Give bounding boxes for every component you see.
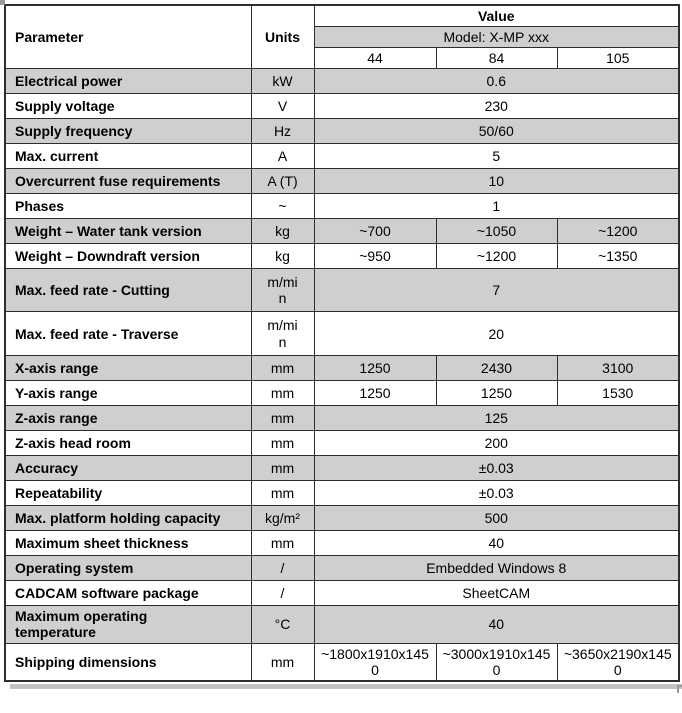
value-cell: 10 [314, 169, 679, 194]
header-model-44: 44 [314, 48, 436, 69]
parameter-cell: Supply voltage [5, 94, 251, 119]
parameter-cell: Maximum sheet thickness [5, 530, 251, 555]
parameter-cell: Electrical power [5, 69, 251, 94]
table-row [5, 355, 679, 380]
units-cell: mm [251, 455, 314, 480]
parameter-cell: Accuracy [5, 455, 251, 480]
parameter-cell: X-axis range [5, 355, 251, 380]
parameter-cell: Max. current [5, 144, 251, 169]
table-row [5, 644, 679, 682]
units-cell: A (T) [251, 169, 314, 194]
parameter-cell: Phases [5, 194, 251, 219]
units-cell: kW [251, 69, 314, 94]
units-cell: / [251, 555, 314, 580]
parameter-cell: Supply frequency [5, 119, 251, 144]
value-cell: ±0.03 [314, 480, 679, 505]
parameter-cell: Z-axis range [5, 405, 251, 430]
units-cell: mm [251, 380, 314, 405]
parameter-cell: Overcurrent fuse requirements [5, 169, 251, 194]
value-cell: ~1200 [436, 244, 557, 269]
value-cell: 1250 [314, 355, 436, 380]
units-cell: V [251, 94, 314, 119]
parameter-cell: Weight – Downdraft version [5, 244, 251, 269]
table-row [5, 580, 679, 605]
table-row [5, 119, 679, 144]
header-model-105: 105 [557, 48, 679, 69]
value-cell: 5 [314, 144, 679, 169]
table-row [5, 455, 679, 480]
units-cell: mm [251, 644, 314, 682]
value-cell: 1250 [314, 380, 436, 405]
parameter-cell: Weight – Water tank version [5, 219, 251, 244]
parameter-cell: Y-axis range [5, 380, 251, 405]
units-cell: mm [251, 405, 314, 430]
value-cell: 230 [314, 94, 679, 119]
value-cell: 40 [314, 605, 679, 644]
value-cell: ±0.03 [314, 455, 679, 480]
value-cell: 1250 [436, 380, 557, 405]
value-cell: 1530 [557, 380, 679, 405]
value-cell: 7 [314, 269, 679, 312]
table-resize-handle[interactable] [677, 685, 682, 693]
value-cell: 50/60 [314, 119, 679, 144]
units-cell: / [251, 580, 314, 605]
table-row [5, 480, 679, 505]
units-cell: mm [251, 355, 314, 380]
value-cell: 2430 [436, 355, 557, 380]
table-row [5, 194, 679, 219]
value-cell: ~1200 [557, 219, 679, 244]
value-cell: ~1800x1910x1450 [314, 644, 436, 682]
table-header [5, 5, 679, 69]
value-cell: 500 [314, 505, 679, 530]
units-cell: kg [251, 244, 314, 269]
parameter-cell: Shipping dimensions [5, 644, 251, 682]
header-value: Value [314, 5, 679, 27]
table-row [5, 312, 679, 355]
value-cell: 3100 [557, 355, 679, 380]
parameter-cell: Max. feed rate - Cutting [5, 269, 251, 312]
parameter-cell: Max. feed rate - Traverse [5, 312, 251, 355]
value-cell: ~1350 [557, 244, 679, 269]
value-cell: ~3650x2190x1450 [557, 644, 679, 682]
table-row [5, 69, 679, 94]
table-row [5, 169, 679, 194]
value-cell: 125 [314, 405, 679, 430]
value-cell: SheetCAM [314, 580, 679, 605]
units-cell: °C [251, 605, 314, 644]
header-row-value [5, 5, 679, 27]
value-cell: 0.6 [314, 69, 679, 94]
units-cell: mm [251, 530, 314, 555]
table-move-handle[interactable] [0, 0, 5, 5]
table-row [5, 530, 679, 555]
parameter-cell: Repeatability [5, 480, 251, 505]
value-cell: ~700 [314, 219, 436, 244]
table-row [5, 94, 679, 119]
units-cell: m/min [251, 269, 314, 312]
units-cell: m/min [251, 312, 314, 355]
value-cell: ~1050 [436, 219, 557, 244]
parameter-cell: Z-axis head room [5, 430, 251, 455]
parameter-cell: CADCAM software package [5, 580, 251, 605]
parameter-cell: Maximum operating temperature [5, 605, 251, 644]
units-cell: Hz [251, 119, 314, 144]
units-cell: kg [251, 219, 314, 244]
table-row [5, 405, 679, 430]
units-cell: A [251, 144, 314, 169]
header-units: Units [251, 5, 314, 69]
table-row [5, 605, 679, 644]
value-cell: 1 [314, 194, 679, 219]
header-parameter: Parameter [5, 5, 251, 69]
units-cell: ~ [251, 194, 314, 219]
table-drop-shadow [10, 684, 682, 689]
value-cell: ~3000x1910x1450 [436, 644, 557, 682]
value-cell: 200 [314, 430, 679, 455]
table-row [5, 430, 679, 455]
table-row [5, 505, 679, 530]
table-row [5, 144, 679, 169]
parameter-cell: Operating system [5, 555, 251, 580]
value-cell: ~950 [314, 244, 436, 269]
units-cell: kg/m² [251, 505, 314, 530]
value-cell: Embedded Windows 8 [314, 555, 679, 580]
units-cell: mm [251, 480, 314, 505]
value-cell: 20 [314, 312, 679, 355]
value-cell: 40 [314, 530, 679, 555]
spec-table [4, 4, 680, 682]
table-row [5, 244, 679, 269]
table-row [5, 219, 679, 244]
header-model: Model: X-MP xxx [314, 27, 679, 48]
table-row [5, 555, 679, 580]
table-body [5, 69, 679, 682]
table-row [5, 269, 679, 312]
units-cell: mm [251, 430, 314, 455]
table-row [5, 380, 679, 405]
spec-table-container [4, 4, 680, 682]
parameter-cell: Max. platform holding capacity [5, 505, 251, 530]
header-model-84: 84 [436, 48, 557, 69]
